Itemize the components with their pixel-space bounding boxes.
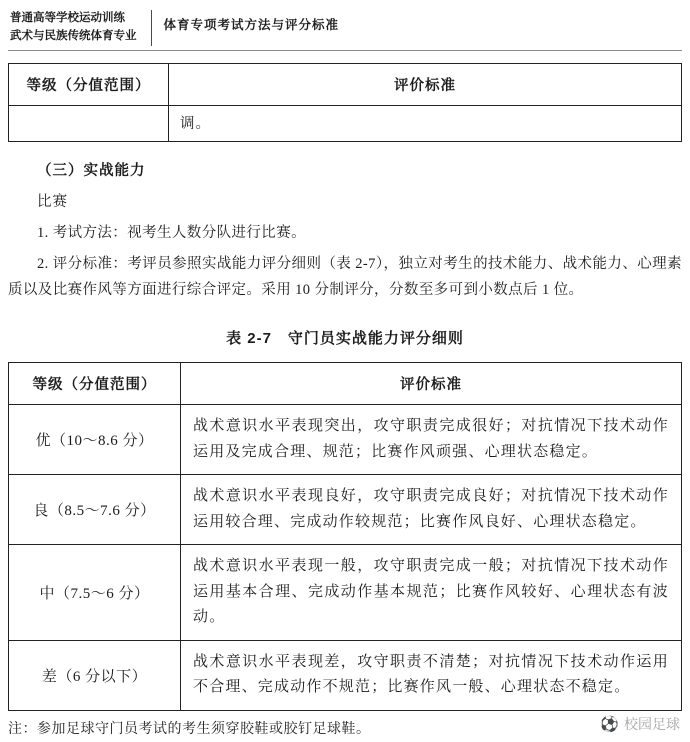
grade-cell: 差（6 分以下） bbox=[9, 640, 181, 710]
standard-column-header: 评价标准 bbox=[181, 363, 682, 405]
document-title: 体育专项考试方法与评分标准 bbox=[163, 17, 340, 32]
table-header-row bbox=[9, 63, 682, 105]
program-name-line2: 武术与民族传统体育专业 bbox=[10, 29, 137, 42]
watermark-label: 校园足球 bbox=[624, 716, 680, 732]
page-header bbox=[10, 10, 682, 46]
standard-cell: 战术意识水平表现良好，攻守职责完成良好；对抗情况下技术动作运用较合理、完成动作较规范；比赛作风良好、心理状态稳定。 bbox=[181, 475, 682, 545]
continuation-text-cell: 调。 bbox=[169, 105, 682, 141]
watermark bbox=[600, 714, 680, 734]
score-table-title: 表 2-7 守门员实战能力评分细则 bbox=[226, 330, 464, 348]
footnote: 注：参加足球守门员考试的考生须穿胶鞋或胶钉足球鞋。 bbox=[8, 721, 371, 737]
table-header-row bbox=[9, 363, 682, 405]
header-rule bbox=[8, 50, 682, 51]
score-table bbox=[8, 362, 682, 711]
program-name bbox=[10, 10, 152, 46]
grade-column-header: 等级（分值范围） bbox=[9, 63, 169, 105]
method-paragraph: 1. 考试方法：视考生人数分队进行比赛。 bbox=[37, 224, 306, 241]
standard-cell: 战术意识水平表现突出，攻守职责完成很好；对抗情况下技术动作运用及完成合理、规范；比赛作风顽强、心理状态稳定。 bbox=[181, 405, 682, 475]
grade-cell-empty bbox=[9, 105, 169, 141]
grade-cell: 中（7.5～6 分） bbox=[9, 545, 181, 641]
grade-cell: 优（10～8.6 分） bbox=[9, 405, 181, 475]
standard-cell: 战术意识水平表现一般，攻守职责完成一般；对抗情况下技术动作运用基本合理、完成动作基本规范；比赛作风较好、心理状态有波动。 bbox=[181, 545, 682, 641]
table-row bbox=[9, 405, 682, 475]
standard-column-header: 评价标准 bbox=[169, 63, 682, 105]
continued-table bbox=[8, 63, 682, 142]
table-row bbox=[9, 545, 682, 641]
body-text bbox=[8, 158, 682, 303]
grade-cell: 良（8.5～7.6 分） bbox=[9, 475, 181, 545]
table-row bbox=[9, 105, 682, 141]
table-row bbox=[9, 640, 682, 710]
section-heading: （三）实战能力 bbox=[37, 162, 146, 179]
table-row bbox=[9, 475, 682, 545]
grade-column-header: 等级（分值范围） bbox=[9, 363, 181, 405]
event-label: 比赛 bbox=[37, 193, 68, 210]
standard-cell: 战术意识水平表现差，攻守职责不清楚；对抗情况下技术动作运用不合理、完成动作不规范；比赛作风一般、心理状态不稳定。 bbox=[181, 640, 682, 710]
soccer-ball-icon: ⚽ bbox=[600, 715, 619, 733]
program-name-line1: 普通高等学校运动训练 bbox=[10, 12, 125, 24]
scoring-paragraph: 2. 评分标准：考评员参照实战能力评分细则（表 2-7），独立对考生的技术能力、战术能力、心理素质以及比赛作风等方面进行综合评定。采用 10 分制评分，分数至多可到小数点后 1 位。 bbox=[8, 255, 682, 298]
